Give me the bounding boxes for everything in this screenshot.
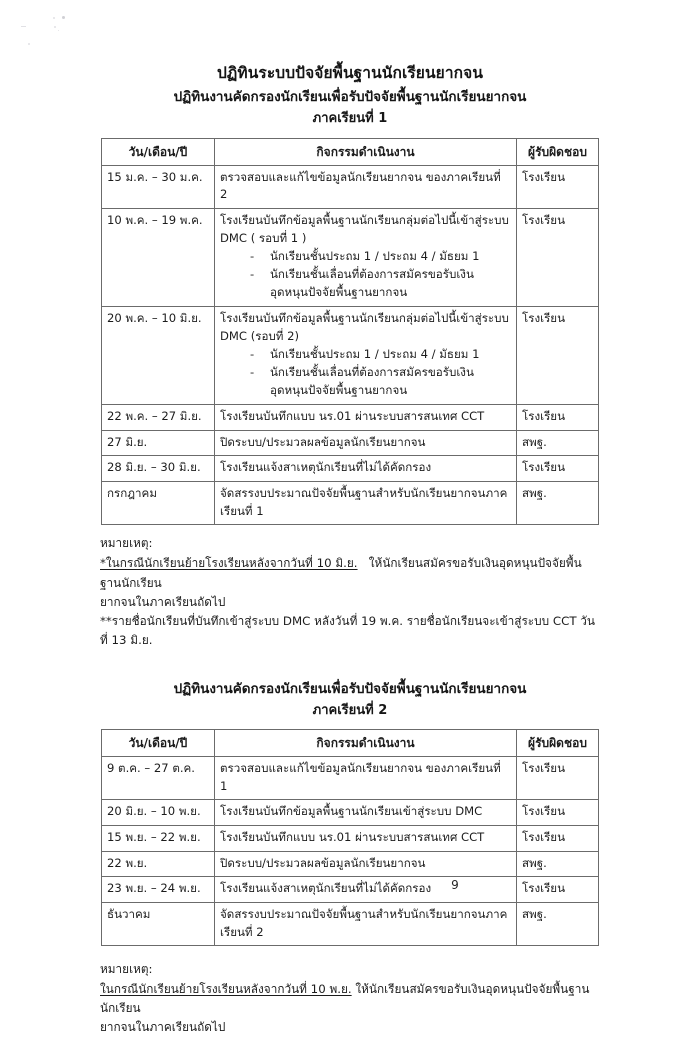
notes-heading: หมายเหตุ: bbox=[100, 962, 153, 977]
note-item bbox=[100, 554, 600, 592]
table-row bbox=[102, 482, 599, 525]
cell-responsible: โรงเรียน bbox=[517, 456, 599, 482]
table-row bbox=[102, 902, 599, 945]
cell-activity: โรงเรียนบันทึกข้อมูลพื้นฐานนักเรียนเข้าสู่ระบบ DMC bbox=[215, 800, 517, 826]
column-header-activity: กิจกรรมดำเนินงาน bbox=[215, 138, 517, 165]
cell-responsible: สพฐ. bbox=[517, 482, 599, 525]
cell-activity bbox=[215, 307, 517, 405]
cell-responsible: สพฐ. bbox=[517, 902, 599, 945]
column-header-activity: กิจกรรมดำเนินงาน bbox=[215, 730, 517, 757]
cell-activity: ตรวจสอบและแก้ไขข้อมูลนักเรียนยากจน ของภาคเรียนที่ 1 bbox=[215, 757, 517, 800]
cell-activity: โรงเรียนแจ้งสาเหตุนักเรียนที่ไม่ได้คัดกรอง bbox=[215, 456, 517, 482]
cell-responsible: โรงเรียน bbox=[517, 165, 599, 208]
cell-activity: โรงเรียนบันทึกแบบ นร.01 ผ่านระบบสารสนเทศ CCT bbox=[215, 405, 517, 431]
calendar-table-term2 bbox=[101, 729, 599, 946]
table-row bbox=[102, 826, 599, 852]
document-title: ปฏิทินระบบปัจจัยพื้นฐานนักเรียนยากจน bbox=[216, 64, 484, 82]
cell-activity: จัดสรรงบประมาณปัจจัยพื้นฐานสำหรับนักเรียนยากจนภาคเรียนที่ 2 bbox=[215, 902, 517, 945]
cell-date: 28 มิ.ย. – 30 มิ.ย. bbox=[102, 456, 215, 482]
cell-activity bbox=[215, 165, 517, 208]
cell-responsible: โรงเรียน bbox=[517, 800, 599, 826]
activity-subitem-list bbox=[220, 346, 511, 400]
cell-date: 23 พ.ย. – 24 พ.ย. bbox=[102, 877, 215, 903]
column-header-date: วัน/เดือน/ปี bbox=[102, 138, 215, 165]
table-row bbox=[102, 405, 599, 431]
scan-speckle bbox=[58, 30, 59, 31]
cell-activity: โรงเรียนแจ้งสาเหตุนักเรียนที่ไม่ได้คัดกรอง bbox=[215, 877, 517, 903]
section2-notes bbox=[100, 960, 600, 1037]
note-underlined-part: *ในกรณีนักเรียนย้ายโรงเรียนหลังจากวันที่ 10 มิ.ย. bbox=[100, 556, 358, 571]
column-header-responsible: ผู้รับผิดชอบ bbox=[517, 730, 599, 757]
cell-activity: จัดสรรงบประมาณปัจจัยพื้นฐานสำหรับนักเรียนยากจนภาคเรียนที่ 1 bbox=[215, 482, 517, 525]
cell-activity bbox=[215, 209, 517, 307]
cell-responsible: โรงเรียน bbox=[517, 405, 599, 431]
note-underlined-part: ในกรณีนักเรียนย้ายโรงเรียนหลังจากวันที่ 10 พ.ย. bbox=[100, 982, 352, 997]
note-item: **รายชื่อนักเรียนที่บันทึกเข้าสู่ระบบ DMC หลังวันที่ 19 พ.ค. รายชื่อนักเรียนจะเข้าสู่ระบบ CCT วันที่ 13 มิ.ย. bbox=[100, 613, 595, 647]
cell-responsible: สพฐ. bbox=[517, 430, 599, 456]
activity-subitem-list bbox=[220, 248, 511, 302]
cell-date: 27 มิ.ย. bbox=[102, 430, 215, 456]
section1-term: ภาคเรียนที่ 1 bbox=[312, 111, 388, 127]
scan-speckle bbox=[28, 43, 30, 45]
cell-date: 15 ม.ค. – 30 ม.ค. bbox=[102, 165, 215, 208]
activity-subitem: - นักเรียนชั้นประถม 1 / ประถม 4 / มัธยม 1 bbox=[248, 248, 511, 266]
table-row bbox=[102, 209, 599, 307]
table-row bbox=[102, 851, 599, 877]
table-row bbox=[102, 165, 599, 208]
activity-subitem: - นักเรียนชั้นเลื่อนที่ต้องการสมัครขอรับเงินอุดหนุนปัจจัยพื้นฐานยากจน bbox=[248, 364, 511, 400]
section1-notes bbox=[100, 534, 600, 650]
cell-date: 10 พ.ค. – 19 พ.ค. bbox=[102, 209, 215, 307]
cell-activity: โรงเรียนบันทึกแบบ นร.01 ผ่านระบบสารสนเทศ CCT bbox=[215, 826, 517, 852]
cell-date: ธันวาคม bbox=[102, 902, 215, 945]
section1-subtitle: ปฏิทินงานคัดกรองนักเรียนเพื่อรับปัจจัยพื้นฐานนักเรียนยากจน bbox=[173, 89, 527, 106]
scan-speckle bbox=[21, 26, 26, 27]
cell-date: 15 พ.ย. – 22 พ.ย. bbox=[102, 826, 215, 852]
column-header-responsible: ผู้รับผิดชอบ bbox=[517, 138, 599, 165]
activity-text: โรงเรียนบันทึกข้อมูลพื้นฐานนักเรียนกลุ่มต่อไปนี้เข้าสู่ระบบ DMC (รอบที่ 2) bbox=[220, 311, 509, 343]
cell-responsible: โรงเรียน bbox=[517, 877, 599, 903]
cell-date: 22 พ.ค. – 27 มิ.ย. bbox=[102, 405, 215, 431]
cell-responsible: โรงเรียน bbox=[517, 826, 599, 852]
scan-speckle bbox=[62, 16, 65, 19]
cell-responsible: สพฐ. bbox=[517, 851, 599, 877]
note-item-continued: ยากจนในภาคเรียนถัดไป bbox=[100, 1020, 226, 1035]
calendar-table-term1 bbox=[101, 138, 599, 526]
cell-date: กรกฎาคม bbox=[102, 482, 215, 525]
table-row bbox=[102, 800, 599, 826]
note-item bbox=[100, 980, 600, 1018]
cell-activity: ปิดระบบ/ประมวลผลข้อมูลนักเรียนยากจน bbox=[215, 851, 517, 877]
table-header-row bbox=[102, 138, 599, 165]
cell-responsible: โรงเรียน bbox=[517, 209, 599, 307]
note-item-continued: ยากจนในภาคเรียนถัดไป bbox=[100, 594, 226, 609]
activity-text: ตรวจสอบและแก้ไขข้อมูลนักเรียนยากจน ของภาคเรียนที่ 2 bbox=[220, 169, 501, 202]
table-header-row bbox=[102, 730, 599, 757]
section2-subtitle: ปฏิทินงานคัดกรองนักเรียนเพื่อรับปัจจัยพื้นฐานนักเรียนยากจน bbox=[173, 680, 527, 697]
cell-responsible: โรงเรียน bbox=[517, 307, 599, 405]
cell-date: 9 ต.ค. – 27 ต.ค. bbox=[102, 757, 215, 800]
note-rest-part: ให้นักเรียนสมัครขอรับเงินอุดหนุนปัจจัยพื้นฐานนักเรียน bbox=[100, 982, 590, 1016]
scan-speckle bbox=[53, 17, 55, 19]
section2-term: ภาคเรียนที่ 2 bbox=[312, 702, 388, 718]
cell-responsible: โรงเรียน bbox=[517, 757, 599, 800]
activity-subitem: - นักเรียนชั้นเลื่อนที่ต้องการสมัครขอรับเงินอุดหนุนปัจจัยพื้นฐานยากจน bbox=[248, 266, 511, 302]
scan-speckle bbox=[54, 26, 56, 28]
cell-date: 20 พ.ค. – 10 มิ.ย. bbox=[102, 307, 215, 405]
activity-text: โรงเรียนบันทึกข้อมูลพื้นฐานนักเรียนกลุ่มต่อไปนี้เข้าสู่ระบบ DMC ( รอบที่ 1 ) bbox=[220, 213, 509, 245]
notes-heading: หมายเหตุ: bbox=[100, 536, 153, 551]
cell-date: 22 พ.ย. bbox=[102, 851, 215, 877]
table-row bbox=[102, 430, 599, 456]
table-row bbox=[102, 307, 599, 405]
activity-subitem: - นักเรียนชั้นประถม 1 / ประถม 4 / มัธยม 1 bbox=[248, 346, 511, 364]
table-row bbox=[102, 757, 599, 800]
table-row bbox=[102, 456, 599, 482]
note-rest-part: ให้นักเรียนสมัครขอรับเงินอุดหนุนปัจจัยพื้นฐานนักเรียน bbox=[100, 556, 582, 590]
cell-date: 20 มิ.ย. – 10 พ.ย. bbox=[102, 800, 215, 826]
cell-activity: ปิดระบบ/ประมวลผลข้อมูลนักเรียนยากจน bbox=[215, 430, 517, 456]
page-number: 9 bbox=[451, 878, 459, 892]
column-header-date: วัน/เดือน/ปี bbox=[102, 730, 215, 757]
